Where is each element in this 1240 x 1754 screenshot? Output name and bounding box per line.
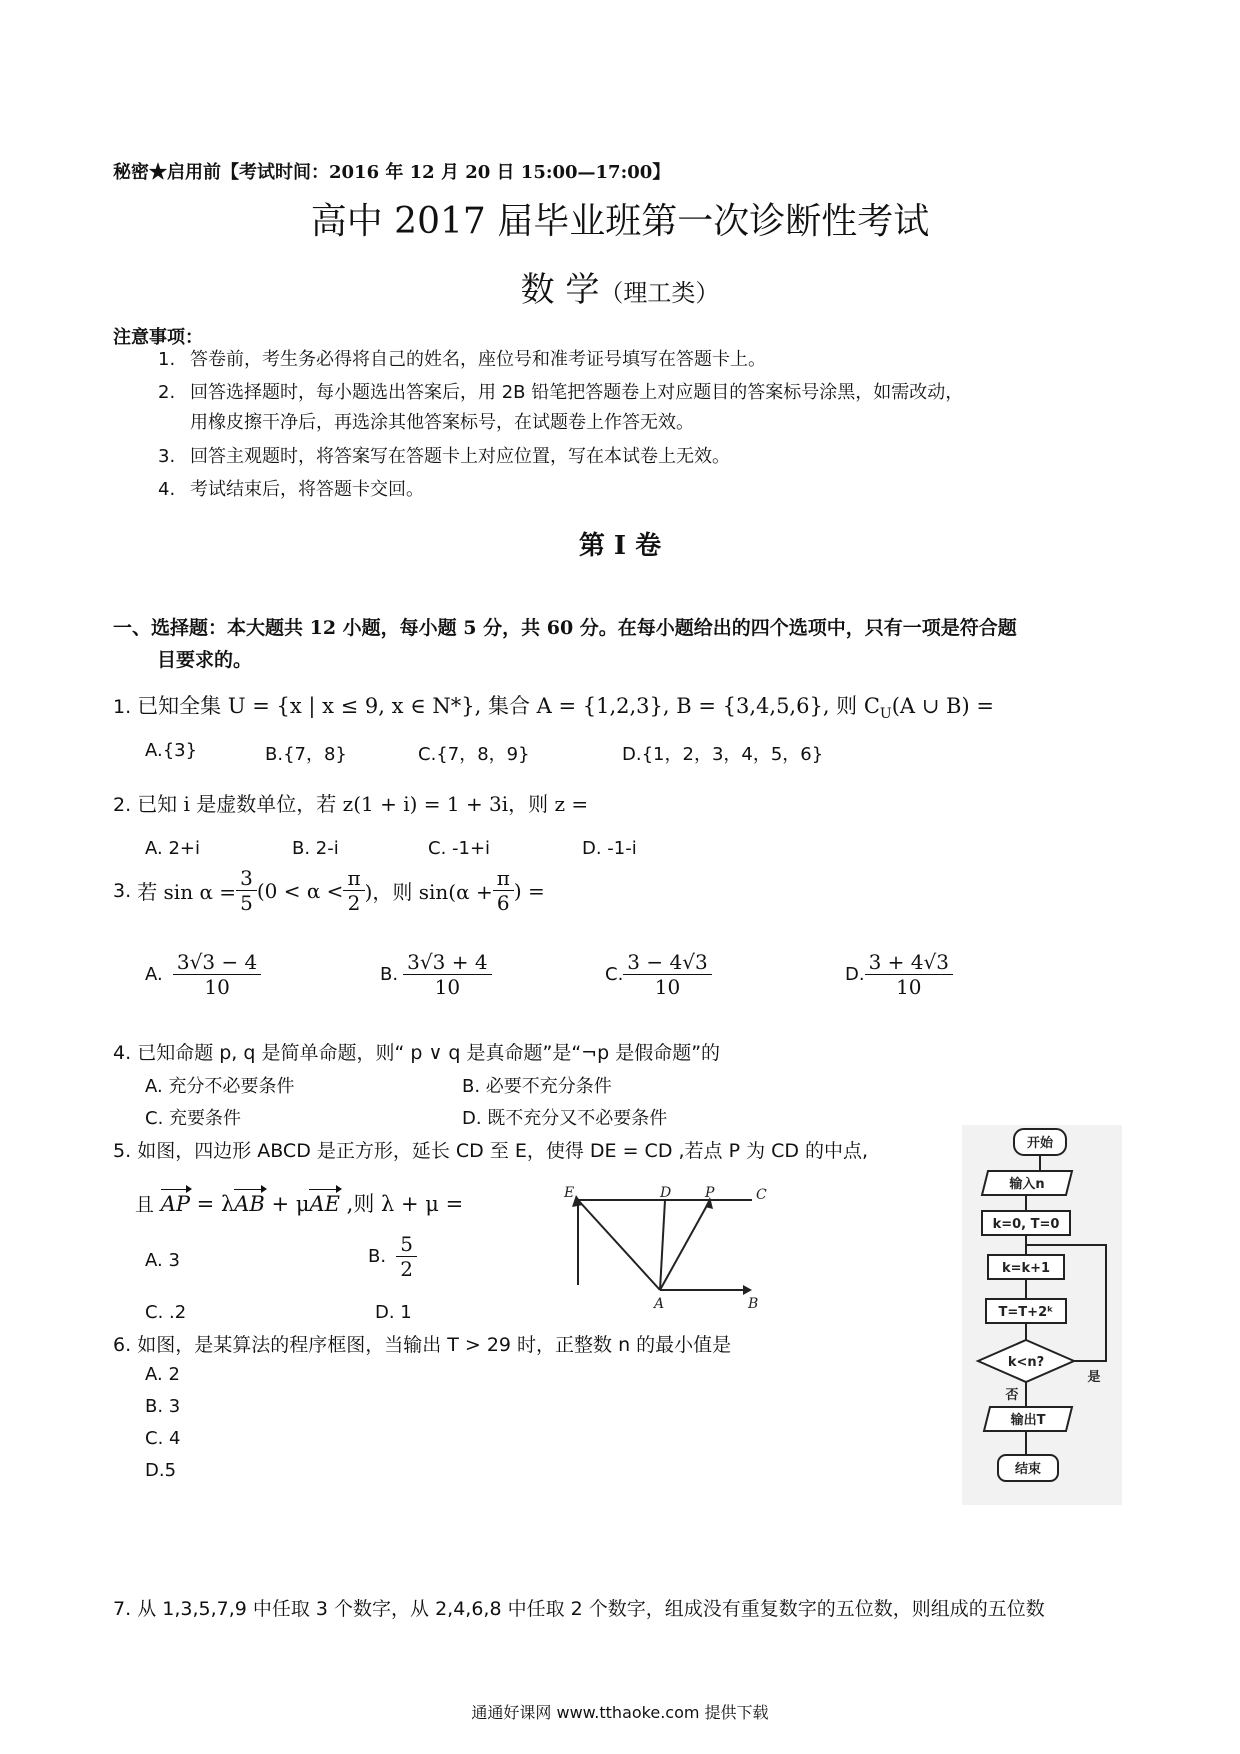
line-ap <box>660 1200 710 1290</box>
label-p: P <box>705 1185 715 1201</box>
q2-option-c: C. -1+i <box>428 838 491 859</box>
flow-update: T=T+2ᵏ <box>998 1305 1054 1320</box>
q6-option-d: D.5 <box>145 1460 177 1481</box>
notice-item-4: 4. 考试结束后，将答题卡交回。 <box>158 479 424 500</box>
q6-option-a: A. 2 <box>145 1364 180 1385</box>
q4-option-b: B. 必要不充分条件 <box>462 1076 612 1097</box>
exam-title: 高中 2017 届毕业班第一次诊断性考试 <box>310 201 930 242</box>
question-6: 6. 如图，是某算法的程序框图，当输出 T > 29 时，正整数 n 的最小值是 <box>113 1334 732 1356</box>
question-2: 2. 已知 i 是虚数单位，若 z(1 + i) = 1 + 3i，则 z = <box>113 792 589 816</box>
q4-option-d: D. 既不充分又不必要条件 <box>462 1108 668 1129</box>
q3-frac-pi-6: $\frac{\pi}{6}$ <box>493 866 514 915</box>
q5-option-b: B. $\frac{5}{2}$ <box>368 1232 417 1281</box>
line-ea <box>578 1200 660 1290</box>
q5-option-a: A. 3 <box>145 1250 180 1271</box>
flow-cond: k<n? <box>1007 1355 1045 1370</box>
notice-item-3: 3. 回答主观题时，将答案写在答题卡上对应位置，写在本试卷上无效。 <box>158 446 730 467</box>
flow-yes: 是 <box>1087 1370 1101 1385</box>
q3-option-c: C. $\frac{3 - 4√3}{10}$ <box>605 950 712 999</box>
flow-input: 输入n <box>1009 1177 1045 1192</box>
flow-output: 输出T <box>1010 1413 1046 1428</box>
notice-heading: 注意事项： <box>113 327 203 348</box>
q5-option-d: D. 1 <box>375 1302 412 1323</box>
label-b: B <box>748 1296 759 1310</box>
subject-main: 数 学 <box>520 270 600 310</box>
label-c: C <box>756 1187 767 1203</box>
notice-item-1: 1. 答卷前，考生务必得将自己的姓名，座位号和准考证号填写在答题卡上。 <box>158 349 766 370</box>
arrow-b <box>743 1285 752 1295</box>
q2-option-a: A. 2+i <box>145 838 200 859</box>
question-3: 3. 若 sin α = $\frac{3}{5}$ (0 < α < $\frac{\pi}{2}$ )，则 sin(α + $\frac{\pi}{6}$ ) = <box>113 866 545 915</box>
q3-option-b: B. $\frac{3√3 + 4}{10}$ <box>380 950 492 999</box>
exam-time-header: 秘密★启用前【考试时间：2016 年 12 月 20 日 15:00—17:00】 <box>113 162 671 183</box>
q3-option-a: A. $\frac{3√3 - 4}{10}$ <box>145 950 261 999</box>
part-heading: 一、选择题：本大题共 12 小题，每小题 5 分，共 60 分。在每小题给出的四个选项中，只有一项是符合题 目要求的。 <box>113 617 1017 671</box>
square-figure <box>560 1185 780 1310</box>
q1-option-c: C.{7，8，9} <box>418 744 530 765</box>
question-7: 7. 从 1,3,5,7,9 中任取 3 个数字，从 2,4,6,8 中任取 2 个数字，组成没有重复数字的五位数，则组成的五位数 <box>113 1598 1045 1620</box>
q1-option-d: D.{1，2，3，4，5，6} <box>622 744 824 765</box>
flow-no: 否 <box>1005 1388 1019 1403</box>
q1-option-a: A.{3} <box>145 740 198 761</box>
label-a: A <box>654 1296 665 1310</box>
notice-item-2: 2. 回答选择题时，每小题选出答案后，用 2B 铅笔把答题卷上对应题目的答案标号涂黑，如需改动， 用橡皮擦干净后，再选涂其他答案标号，在试题卷上作答无效。 <box>158 382 964 433</box>
q3-option-d: D. $\frac{3 + 4√3}{10}$ <box>845 950 953 999</box>
question-5-line2: 且 AP = λAB + μAE ,则 λ + μ = <box>135 1192 464 1216</box>
flowchart <box>962 1125 1122 1505</box>
q3-frac-3-5: $\frac{3}{5}$ <box>236 866 257 915</box>
q4-option-a: A. 充分不必要条件 <box>145 1076 295 1097</box>
q1-option-b: B.{7，8} <box>265 744 347 765</box>
q6-option-c: C. 4 <box>145 1428 181 1449</box>
line-ad <box>660 1200 665 1290</box>
q6-option-b: B. 3 <box>145 1396 181 1417</box>
subject-title <box>0 262 1240 311</box>
flow-init: k=0, T=0 <box>992 1217 1060 1232</box>
q2-option-d: D. -1-i <box>582 838 637 859</box>
q4-option-c: C. 充要条件 <box>145 1108 242 1129</box>
question-1: 1. 已知全集 U = {x | x ≤ 9, x ∈ N*}, 集合 A = {1,2,3}, B = {3,4,5,6}, 则 $C_U(A$ ∪ B) = <box>113 694 994 722</box>
subject-sub: （理工类） <box>599 279 720 307</box>
label-d: D <box>660 1185 672 1201</box>
section-title: 第 I 卷 <box>578 531 662 561</box>
footer-text: 通通好课网 www.tthaoke.com 提供下载 <box>471 1703 769 1722</box>
label-e: E <box>564 1185 575 1201</box>
question-4: 4. 已知命题 p, q 是简单命题，则“ p ∨ q 是真命题”是“¬p 是假命题”的 <box>113 1042 721 1064</box>
flow-inc: k=k+1 <box>1001 1261 1051 1276</box>
q2-option-b: B. 2-i <box>292 838 339 859</box>
flow-end: 结束 <box>1014 1462 1042 1477</box>
question-5: 5. 如图，四边形 ABCD 是正方形，延长 CD 至 E，使得 DE = CD ,若点 P 为 CD 的中点, <box>113 1140 869 1162</box>
q5-option-c: C. .2 <box>145 1302 187 1323</box>
q3-frac-pi-2: $\frac{\pi}{2}$ <box>343 866 364 915</box>
flow-start: 开始 <box>1026 1136 1054 1151</box>
